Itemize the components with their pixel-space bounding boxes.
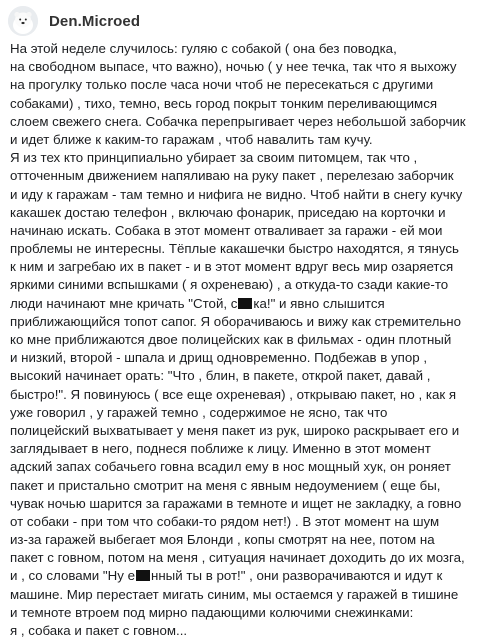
post-text-line bbox=[10, 513, 488, 531]
avatar[interactable] bbox=[8, 6, 38, 36]
post-text-line bbox=[10, 349, 488, 367]
post-text-line bbox=[10, 222, 488, 240]
post-text-fragment: от собаки - при том что собаки-то рядом нет!) . В этот момент на шум bbox=[10, 513, 440, 529]
post-text-line bbox=[10, 113, 488, 131]
post-text-line bbox=[10, 458, 488, 476]
post-text-fragment: уже говорил , у гаражей темно , содержимое не ясно, так что bbox=[10, 404, 388, 420]
post-text-line bbox=[10, 76, 488, 94]
post-text-fragment: и низкий, второй - шпала и дрищ одновременно. Подбежав в упор , bbox=[10, 350, 428, 366]
post-text-line bbox=[10, 477, 488, 495]
post-header bbox=[8, 4, 140, 38]
post-text-line bbox=[10, 567, 488, 585]
post-text-line bbox=[10, 495, 488, 513]
post-text-fragment: на прогулку только после часа ночи чтоб не пересекаться с другими bbox=[10, 77, 434, 93]
post-text bbox=[10, 40, 488, 640]
post-text-fragment: я , собака и пакет с говном... bbox=[10, 623, 188, 638]
post-text-fragment: высокий начинает орать: "Что , блин, в пакете, открой пакет, давай , bbox=[10, 368, 431, 384]
post-text-line bbox=[10, 422, 488, 440]
post-text-line bbox=[10, 167, 488, 185]
post-text-line bbox=[10, 531, 488, 549]
post-text-fragment: ко мне приближаются двое полицейских как в фильмах - один плотный bbox=[10, 332, 452, 347]
post-text-line bbox=[10, 186, 488, 204]
post-text-fragment: нный ты в рот!" , они разворачиваются и идут к bbox=[150, 568, 443, 584]
post-text-fragment: отточенным движением напяливаю на руку пакет , перелезаю заборчик bbox=[10, 168, 454, 184]
post-text-fragment: какашек достаю телефон , включаю фонарик, приседаю на корточки и bbox=[10, 204, 446, 220]
censor-block bbox=[136, 570, 150, 581]
post-text-fragment: слоем свежего снега. Собачка перепрыгивает через небольшой заборчик bbox=[10, 113, 466, 129]
post-text-line bbox=[10, 295, 488, 313]
post-text-fragment: заглядывает в него, поднеся поближе к лицу. Именно в этот момент bbox=[10, 441, 431, 457]
post-text-line bbox=[10, 58, 488, 76]
post-text-fragment: пакет с говном, потом на меня , ситуация начинает доходить до их мозга, bbox=[10, 550, 465, 566]
post-text-line bbox=[10, 313, 488, 331]
post-text-line bbox=[10, 622, 488, 640]
post-text-fragment: проблемы не интересны. Тёплые какашечки быстро находятся, я тянусь bbox=[10, 241, 459, 257]
post-text-fragment: Я из тех кто принципиально убирает за своим питомцем, так что , bbox=[10, 150, 418, 166]
post-text-line bbox=[10, 95, 488, 113]
post-text-line bbox=[10, 386, 488, 404]
post-text-fragment: чувак ночью шарится за гаражами в темноте и ищет не закладку, а говно bbox=[10, 495, 462, 511]
post-text-fragment: приближающийся топот сапог. Я оборачиваюсь и вижу как стремительно bbox=[10, 313, 462, 329]
post-text-line bbox=[10, 367, 488, 385]
post-text-fragment: из-за гаражей выбегает моя Блонди , копы смотрят на нее, потом на bbox=[10, 532, 435, 548]
post-text-fragment: и темноте втроем под мирно падающими колючими снежинками: bbox=[10, 604, 414, 620]
post-text-line bbox=[10, 40, 488, 58]
post-text-fragment: ка!" и явно слышится bbox=[253, 295, 385, 311]
censor-block bbox=[238, 298, 252, 309]
post-text-fragment: и , со словами "Ну е bbox=[10, 568, 135, 584]
post-text-fragment: на свободном выпасе, что важно), ночью ( у нее течка, так что я выхожу bbox=[10, 59, 457, 75]
post-text-fragment: полицейский выхватывает у меня пакет из рук, широко раскрывает его и bbox=[10, 422, 460, 438]
post-text-line bbox=[10, 258, 488, 276]
post-text-fragment: и идет ближе к каким-то гаражам , чтоб навалить там кучу. bbox=[10, 131, 373, 147]
post-text-fragment: и иду к гаражам - там темно и нифига не видно. Чтоб найти в снегу кучку bbox=[10, 186, 463, 202]
post-text-line bbox=[10, 131, 488, 149]
author-name[interactable]: Den.Microed bbox=[49, 12, 141, 30]
post-text-fragment: начинаю искать. Собака в этот момент отваливает за гаражи - ей мои bbox=[10, 222, 443, 238]
post-text-line bbox=[10, 586, 488, 604]
post-text-line bbox=[10, 204, 488, 222]
post-text-fragment: к ним и загребаю их в пакет - и в этот момент вдруг весь мир озаряется bbox=[10, 259, 454, 275]
post-text-fragment: машине. Мир перестает мигать синим, мы остаемся у гаражей в тишине bbox=[10, 586, 459, 602]
post-text-fragment: адский запах собачьего говна всадил ему в нос мощный хук, он роняет bbox=[10, 459, 451, 475]
post-text-line bbox=[10, 604, 488, 622]
post-text-fragment: собаками) , тихо, темно, весь город покрыт тонким переливающимся bbox=[10, 95, 438, 111]
polar-bear-avatar-icon bbox=[8, 6, 38, 36]
post-text-fragment: пакет и пристально смотрит на меня с явным недоумением ( еще бы, bbox=[10, 477, 441, 493]
post-text-line bbox=[10, 331, 488, 349]
post-text-fragment: яркими синими вспышками ( я охреневаю) , а откуда-то сзади какие-то bbox=[10, 277, 449, 293]
post-text-line bbox=[10, 549, 488, 567]
post-text-fragment: люди начинают мне кричать "Стой, с bbox=[10, 295, 238, 311]
post-text-line bbox=[10, 149, 488, 167]
post-text-line bbox=[10, 440, 488, 458]
post-text-fragment: На этой неделе случилось: гуляю с собакой ( она без поводка, bbox=[10, 41, 397, 56]
post-text-line bbox=[10, 240, 488, 258]
post-text-line bbox=[10, 404, 488, 422]
post-text-line bbox=[10, 276, 488, 294]
post-text-fragment: быстро!". Я повинуюсь ( все еще охреневая) , открываю пакет, но , как я bbox=[10, 386, 457, 402]
